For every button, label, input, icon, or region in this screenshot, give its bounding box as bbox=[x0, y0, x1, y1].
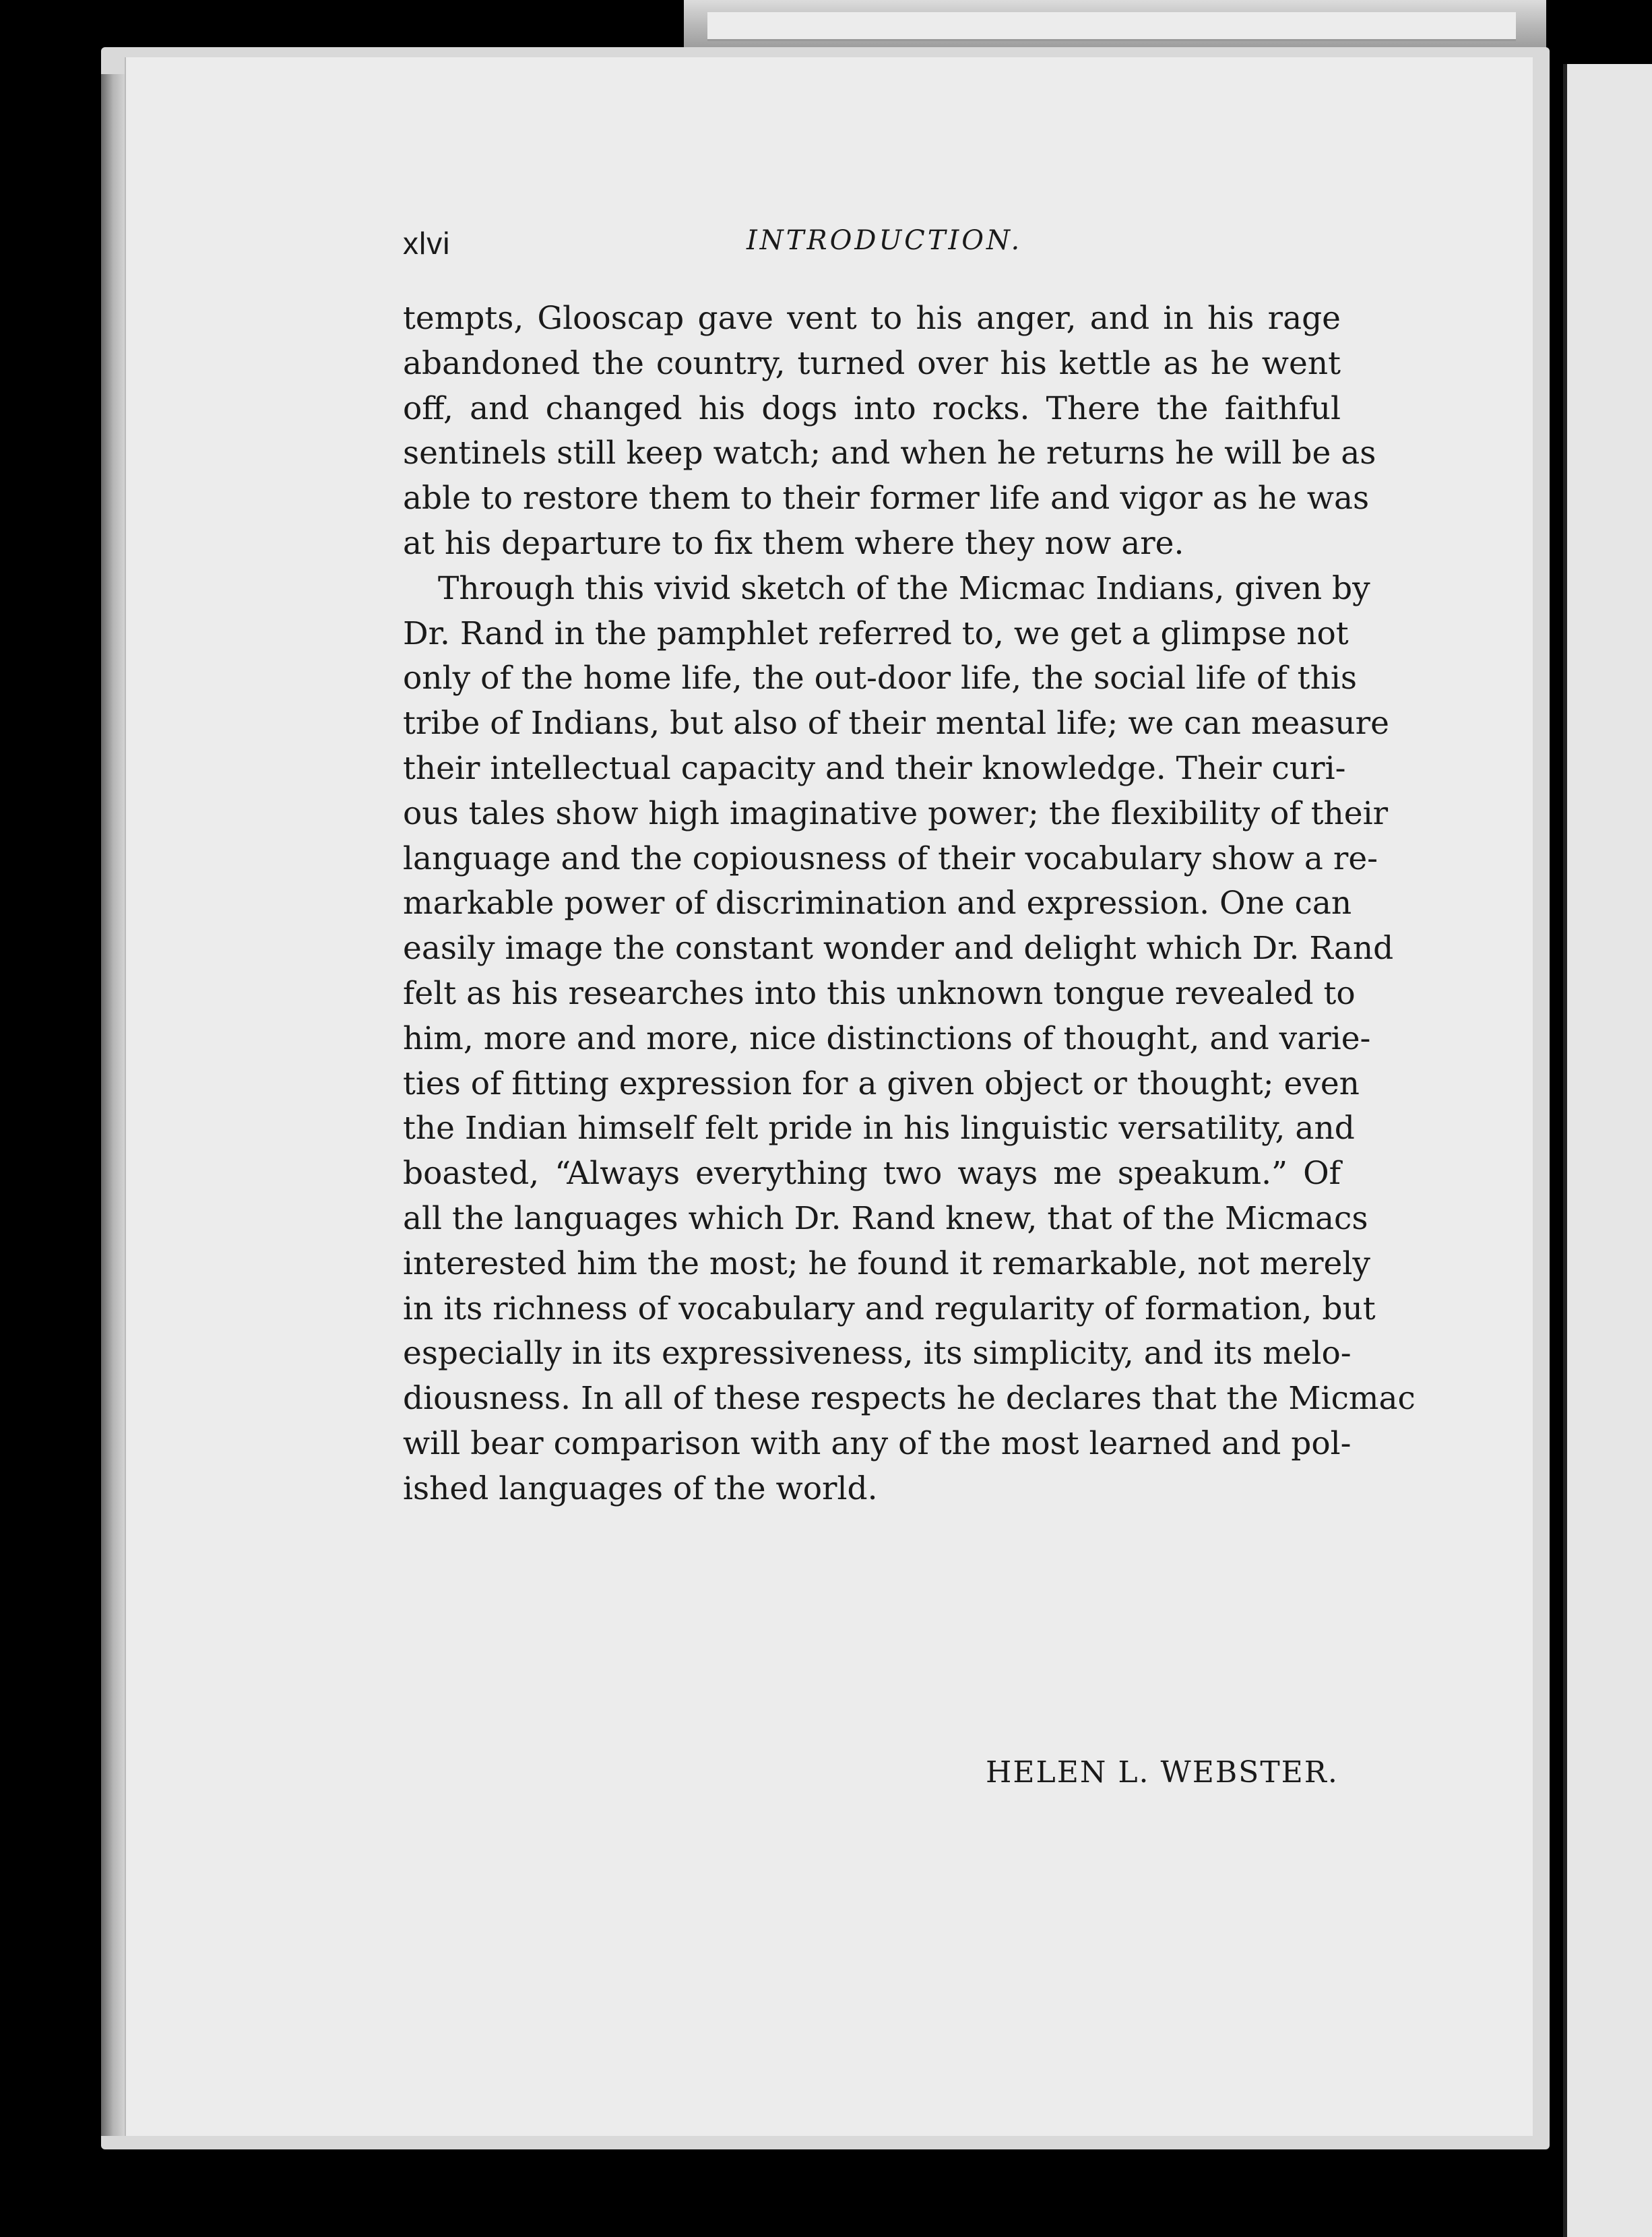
text-line: diousness. In all of these respects he declares that the Micmac bbox=[403, 1380, 1416, 1418]
facing-page-edge bbox=[1563, 64, 1652, 2237]
running-title: INTRODUCTION. bbox=[746, 225, 1023, 256]
text-line: their intellectual capacity and their knowledge. Their curi- bbox=[403, 749, 1346, 787]
book-top-edge-inner bbox=[707, 12, 1516, 41]
author-signature: HELEN L. WEBSTER. bbox=[986, 1755, 1339, 1790]
page-number: xlvi bbox=[403, 226, 451, 261]
text-line: language and the copiousness of their vocabulary show a re- bbox=[403, 840, 1378, 877]
text-line: interested him the most; he found it remarkable, not merely bbox=[403, 1244, 1370, 1282]
text-line: tribe of Indians, but also of their mental life; we can measure bbox=[403, 705, 1389, 743]
text-line: easily image the constant wonder and delight which Dr. Rand bbox=[403, 930, 1394, 968]
text-line: ous tales show high imaginative power; the flexibility of their bbox=[403, 794, 1389, 832]
text-line: only of the home life, the out-door life, the social life of this bbox=[403, 660, 1357, 697]
paragraph-1 bbox=[403, 296, 1376, 567]
text-line: boasted, “Always everything two ways me speakum.” Of bbox=[403, 1155, 1341, 1193]
text-line: at his departure to fix them where they now are. bbox=[403, 524, 1184, 562]
running-head bbox=[403, 202, 1341, 261]
text-line: Dr. Rand in the pamphlet referred to, we get a glimpse not bbox=[403, 615, 1349, 652]
text-line: tempts, Glooscap gave vent to his anger, and in his rage bbox=[403, 300, 1341, 337]
text-line: all the languages which Dr. Rand knew, that of the Micmacs bbox=[403, 1199, 1368, 1237]
text-line: will bear comparison with any of the most learned and pol- bbox=[403, 1424, 1352, 1462]
text-line: off, and changed his dogs into rocks. There the faithful bbox=[403, 389, 1341, 427]
body-text bbox=[403, 296, 1416, 1512]
paragraph-2 bbox=[403, 567, 1416, 1512]
text-line: sentinels still keep watch; and when he returns he will be as bbox=[403, 435, 1376, 472]
gutter-shadow bbox=[101, 74, 128, 2136]
text-line: the Indian himself felt pride in his linguistic versatility, and bbox=[403, 1110, 1355, 1147]
text-line: Through this vivid sketch of the Micmac Indians, given by bbox=[438, 569, 1370, 607]
text-line: markable power of discrimination and expression. One can bbox=[403, 885, 1352, 922]
text-line: abandoned the country, turned over his kettle as he went bbox=[403, 344, 1341, 382]
text-line: felt as his researches into this unknown tongue revealed to bbox=[403, 974, 1356, 1012]
text-line: ished languages of the world. bbox=[403, 1470, 878, 1507]
text-line: him, more and more, nice distinctions of thought, and varie- bbox=[403, 1019, 1371, 1057]
text-line: ties of fitting expression for a given object or thought; even bbox=[403, 1065, 1360, 1102]
text-line: especially in its expressiveness, its simplicity, and its melo- bbox=[403, 1335, 1352, 1373]
text-line: able to restore them to their former life and vigor as he was bbox=[403, 480, 1370, 517]
text-line: in its richness of vocabulary and regularity of formation, but bbox=[403, 1290, 1376, 1327]
page-content bbox=[403, 202, 1416, 1790]
